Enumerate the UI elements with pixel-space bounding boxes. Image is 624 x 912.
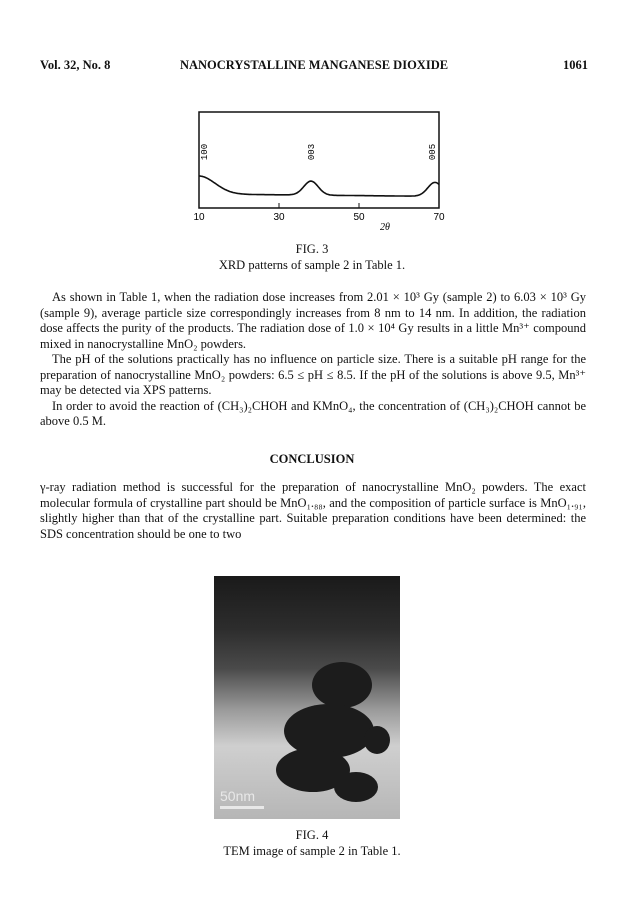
particle-cluster (334, 772, 378, 802)
particle-cluster (312, 662, 372, 708)
paragraph-radiation-dose: As shown in Table 1, when the radiation dose increases from 2.01 × 10³ Gy (sample 2) to 6.03 × 10³ Gy (sample 9), average particle size correspondingly increases from 8 nm to 14 nm. In addition, the radiation dose affects the purity of the products. The radiation dose of 1.0 × 10⁴ Gy results in a little Mn³⁺ compound mixed in nanocrystalline MnO₂ powders. (40, 290, 586, 351)
conclusion-section (40, 480, 586, 542)
xrd-x-axis-label: 2θ (380, 222, 390, 233)
paragraph-concentration: In order to avoid the reaction of (CH₃)₂CHOH and KMnO₄, the concentration of (CH₃)₂CHOH cannot be above 0.5 M. (40, 398, 586, 428)
conclusion-heading: CONCLUSION (269, 452, 355, 466)
fig4-label: FIG. 4 (295, 828, 329, 842)
x-tick-label: 50 (353, 212, 365, 223)
running-header (40, 58, 588, 74)
peak-label: 005 (428, 143, 438, 161)
page-number: 1061 (563, 58, 588, 72)
results-section (40, 290, 586, 430)
peak-label: 003 (307, 143, 317, 161)
volume-label: Vol. 32, No. 8 (40, 58, 111, 72)
fig4-caption: TEM image of sample 2 in Table 1. (223, 844, 401, 858)
paragraph-ph: The pH of the solutions practically has no influence on particle size. There is a suitable pH range for the preparation of nanocrystalline MnO₂ powders: 6.5 ≤ pH ≤ 8.5. If the pH of the solutions is above 9.5, Mn³⁺ may be detected via XPS patterns. (40, 352, 586, 397)
xrd-pattern-line (199, 176, 439, 196)
tem-image (214, 576, 400, 819)
xrd-chart (185, 108, 455, 233)
scale-bar-label: 50nm (220, 788, 256, 804)
fig3-label: FIG. 3 (295, 242, 329, 256)
peak-label: 100 (200, 143, 210, 161)
scale-bar (220, 806, 264, 809)
x-tick-label: 70 (433, 212, 445, 223)
journal-running-title: NANOCRYSTALLINE MANGANESE DIOXIDE (179, 58, 449, 72)
x-tick-label: 10 (193, 212, 205, 223)
fig3-caption: XRD patterns of sample 2 in Table 1. (218, 258, 406, 272)
conclusion-paragraph: γ-ray radiation method is successful for the preparation of nanocrystalline MnO₂ powders. The exact molecular formula of crystalline part should be MnO₁.₈₈, and the composition of particle surface is MnO₁.₉₁, slightly higher than that of the crystalline part. Suitable preparation conditions have been determined: the SDS concentration should be one to two (40, 480, 586, 541)
x-tick-label: 30 (273, 212, 285, 223)
particle-cluster (364, 726, 390, 754)
